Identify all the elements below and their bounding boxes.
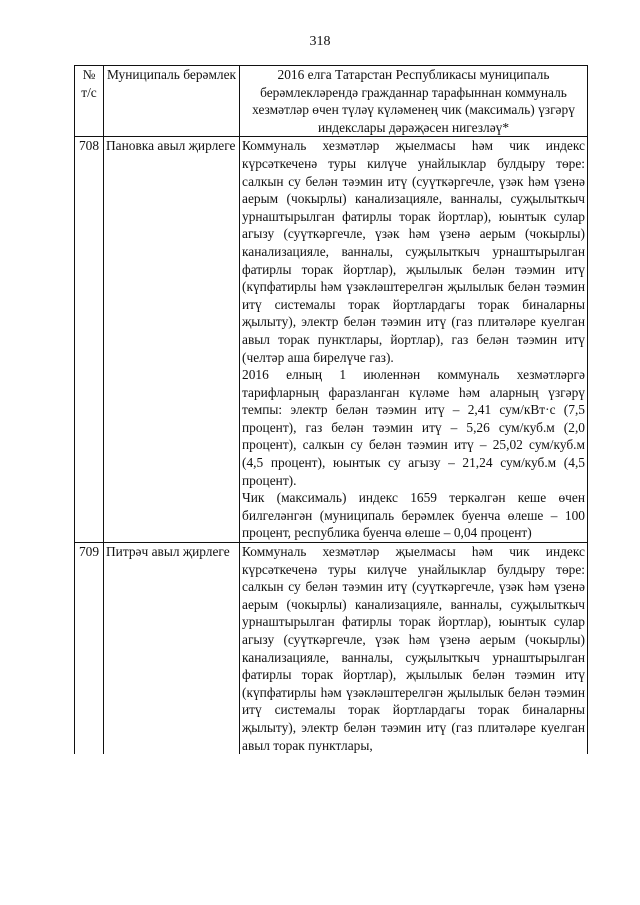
row-municipality: Питрәч авыл җирлеге [104, 543, 240, 755]
description-paragraph: 2016 елның 1 июленнән коммуналь хезмәтләргә тарифларның фаразланган күләме һәм аларның үзгәрү темпы: электр белән тәэмин итү – 2,41 сум/кВт·с (7,5 процент), газ белән тәэмин итү – 5,26 сум/куб.м (2,0 процент), салкын су белән тәэмин итү – 25,02 сум/куб.м (4,5 процент), юынтык су агызу – 21,24 сум/куб.м (4,5 процент). [242, 367, 585, 488]
description-paragraph: Чик (максималь) индекс 1659 теркәлгән кеше өчен билгеләнгән (муниципаль берәмлек буенча өлеше – 100 процент, республика буенча өлеше – 0,04 процент) [242, 490, 585, 541]
table-row [75, 543, 588, 755]
row-number: 709 [75, 543, 104, 755]
row-description [240, 543, 588, 755]
row-municipality: Пановка авыл җирлеге [104, 137, 240, 543]
header-number: № т/с [75, 66, 104, 137]
page-number: 318 [309, 34, 331, 49]
row-description [240, 137, 588, 543]
header-municipality: Муниципаль берәмлек [104, 66, 240, 137]
table-header-row [75, 66, 588, 137]
table-row [75, 137, 588, 543]
header-description: 2016 елга Татарстан Республикасы муниципаль берәмлекләрендә гражданнар тарафыннан коммуналь хезмәтләр өчен түләү күләменең чик (максималь) үзгәрү индекслары дәрәҗәсен нигезләү* [240, 66, 588, 137]
tariff-index-table [74, 65, 588, 754]
row-number: 708 [75, 137, 104, 543]
description-paragraph: Коммуналь хезмәтләр җыелмасы һәм чик индекс күрсәткеченә туры килүче унайлыклар булдыру төре: салкын су белән тәэмин итү (суүткәргечле, үзәк һәм үзенә аерым (чокырлы) канализацияле, ванналы, суҗылыткыч урнаштырылган фатирлы торак йортлар), юынтык сулар агызу (суүткәргечле, үзәк һәм үзенә аерым (чокырлы) канализацияле, ванналы, суҗылыткыч урнаштырылган фатирлы торак йортлар), җылылык белән тәэмин итү (күпфатирлы һәм үзәкләштерелгән җылылык белән тәэмин итү системалы торак йортлардагы торак биналарны җылыту), электр белән тәэмин итү (газ плитәләре куелган авыл торак пунктлары, йортлар), газ белән тәэмин итү (челтәр аша бирелүче газ). [242, 138, 585, 365]
description-paragraph: Коммуналь хезмәтләр җыелмасы һәм чик индекс күрсәткеченә туры килүче унайлыклар булдыру төре: салкын су белән тәэмин итү (суүткәргечле, үзәк һәм үзенә аерым (чокырлы) канализацияле, ванналы, суҗылыткыч урнаштырылган фатирлы торак йортлар), юынтык сулар агызу (суүткәргечле, үзәк һәм үзенә аерым (чокырлы) канализацияле, ванналы, суҗылыткыч урнаштырылган фатирлы торак йортлар), җылылык белән тәэмин итү (күпфатирлы һәм үзәкләштерелгән җылылык белән тәэмин итү системалы торак йортлардагы торак биналарны җылыту), электр белән тәэмин итү (газ плитәләре куелган авыл торак пунктлары, [242, 544, 585, 753]
